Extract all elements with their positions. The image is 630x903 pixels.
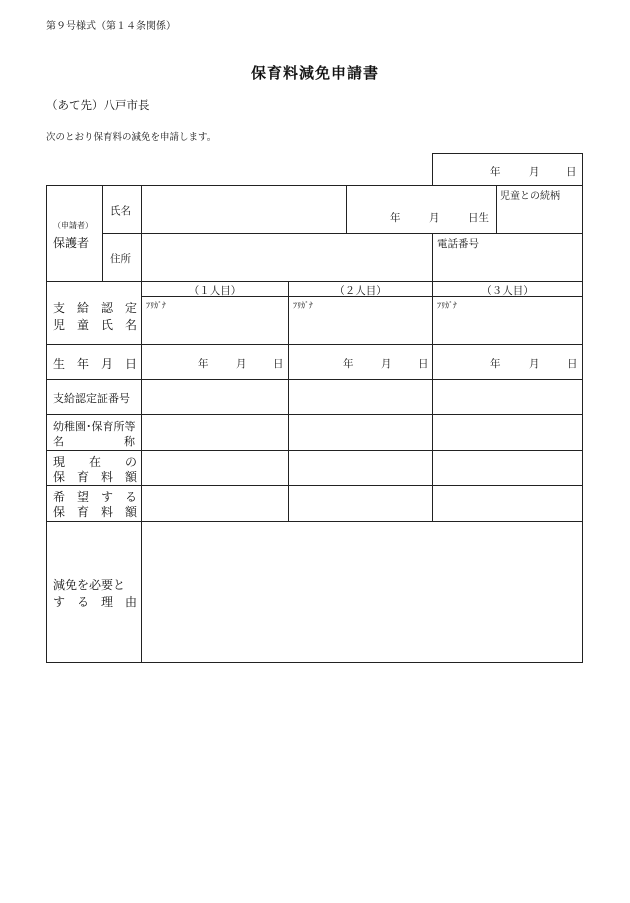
desired-fee-label-2: 保 育 料 額 [53, 505, 138, 519]
birthdate-label: 生 年 月 日 [53, 357, 138, 371]
c3-year: 年 [490, 358, 501, 370]
name-label: 氏名 [110, 205, 131, 217]
child-2-header: （２人目） [334, 285, 387, 297]
c2-day: 日 [418, 358, 429, 370]
c2-year: 年 [343, 358, 354, 370]
facility-label-1: 幼稚園･保育所等 [53, 420, 136, 433]
intro-text: 次のとおり保育料の減免を申請します。 [46, 132, 217, 143]
reason-label-1: 減免を必要と [53, 578, 126, 592]
facility-label-2a: 名 [53, 435, 64, 448]
child-1-header: （１人目） [188, 285, 242, 297]
desired-fee-label-1: 希 望 す る [53, 490, 138, 504]
c3-month: 月 [529, 358, 540, 370]
child-1-furigana: ﾌﾘｶﾞﾅ [146, 301, 166, 310]
relation-label: 児童との続柄 [500, 191, 560, 202]
reason-label-2: す る 理 由 [53, 595, 138, 609]
current-fee-label-2: 保 育 料 額 [53, 470, 138, 484]
address-field[interactable] [142, 234, 432, 281]
c1-day: 日 [273, 358, 284, 370]
child-3-header: （３人目） [481, 285, 534, 297]
cert-number-label: 支給認定証番号 [53, 392, 130, 405]
birth-year-label: 年 [390, 212, 401, 224]
page-title: 保育料減免申請書 [250, 64, 379, 82]
applicant-label: （申請者） [53, 221, 93, 230]
addressee: （あて先）八戸市長 [46, 98, 150, 112]
birth-month-label: 月 [429, 212, 440, 224]
child-3-furigana: ﾌﾘｶﾞﾅ [437, 301, 457, 310]
c1-year: 年 [198, 358, 209, 370]
reason-field[interactable] [142, 522, 582, 662]
child-2-furigana: ﾌﾘｶﾞﾅ [293, 301, 313, 310]
current-fee-label-1: 現 在 の [53, 455, 138, 469]
c3-day: 日 [567, 358, 578, 370]
child-name-label-1: 支 給 認 定 [53, 301, 138, 315]
facility-label-2b: 称 [124, 435, 135, 448]
child-name-label-2: 児 童 氏 名 [53, 318, 138, 332]
day-label: 日 [566, 166, 577, 178]
birth-day-label: 日生 [468, 212, 489, 224]
c2-month: 月 [381, 358, 392, 370]
guardian-name-field[interactable] [142, 186, 346, 233]
month-label: 月 [529, 166, 540, 178]
address-label: 住所 [110, 253, 131, 265]
phone-label: 電話番号 [437, 238, 479, 250]
form-number: 第９号様式（第１４条関係） [46, 21, 176, 32]
year-label: 年 [490, 166, 501, 178]
c1-month: 月 [236, 358, 247, 370]
guardian-label: 保護者 [53, 236, 90, 250]
